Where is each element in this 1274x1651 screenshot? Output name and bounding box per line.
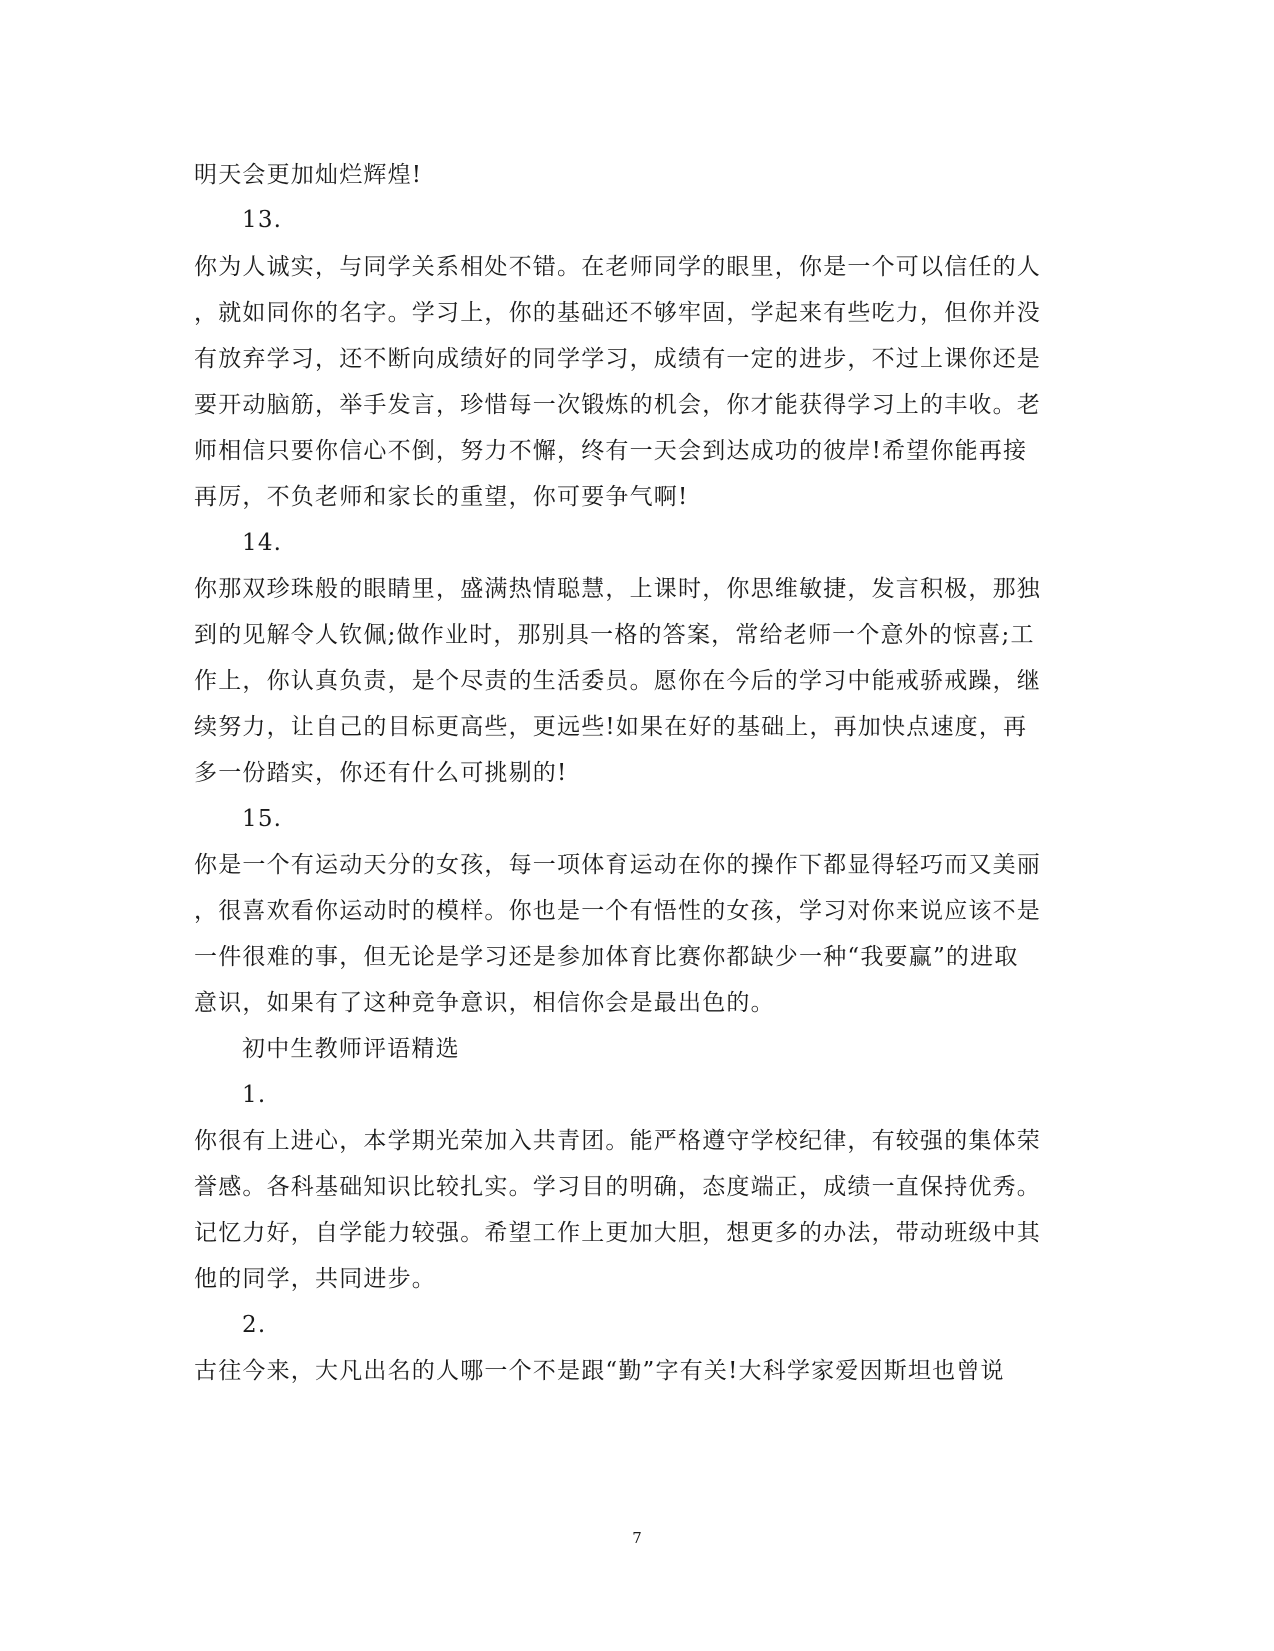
text-line: 记忆力好，自学能力较强。希望工作上更加大胆，想更多的办法，带动班级中其 <box>194 1220 1041 1246</box>
text-line: 意识，如果有了这种竞争意识，相信你会是最出色的。 <box>194 990 775 1016</box>
text-line: 再厉，不负老师和家长的重望，你可要争气啊! <box>194 484 689 510</box>
text-line: ，就如同你的名字。学习上，你的基础还不够牢固，学起来有些吃力，但你并没 <box>194 300 1041 326</box>
text-line: 他的同学，共同进步。 <box>194 1266 436 1292</box>
text-line: 有放弃学习，还不断向成绩好的同学学习，成绩有一定的进步，不过上课你还是 <box>194 346 1041 372</box>
section-heading: 初中生教师评语精选 <box>242 1036 460 1062</box>
text-line: 你很有上进心，本学期光荣加入共青团。能严格遵守学校纪律，有较强的集体荣 <box>194 1128 1041 1154</box>
text-line: 作上，你认真负责，是个尽责的生活委员。愿你在今后的学习中能戒骄戒躁，继 <box>194 668 1041 694</box>
text-line: 续努力，让自己的目标更高些，更远些!如果在好的基础上，再加快点速度，再 <box>194 714 1028 740</box>
item-number: 1. <box>242 1082 267 1108</box>
text-line: 多一份踏实，你还有什么可挑剔的! <box>194 760 568 786</box>
text-line: 明天会更加灿烂辉煌! <box>194 162 423 188</box>
text-line: 师相信只要你信心不倒，努力不懈，终有一天会到达成功的彼岸!希望你能再接 <box>194 438 1028 464</box>
text-line: 你是一个有运动天分的女孩，每一项体育运动在你的操作下都显得轻巧而又美丽 <box>194 852 1041 878</box>
text-line: 要开动脑筋，举手发言，珍惜每一次锻炼的机会，你才能获得学习上的丰收。老 <box>194 392 1041 418</box>
page-number: 7 <box>632 1529 642 1547</box>
item-number: 15. <box>242 806 283 832</box>
item-number: 14. <box>242 530 283 556</box>
text-line: ，很喜欢看你运动时的模样。你也是一个有悟性的女孩，学习对你来说应该不是 <box>194 898 1041 924</box>
text-line: 一件很难的事，但无论是学习还是参加体育比赛你都缺少一种“我要赢”的进取 <box>194 944 1019 970</box>
text-line: 到的见解令人钦佩;做作业时，那别具一格的答案，常给老师一个意外的惊喜;工 <box>194 622 1035 648</box>
item-number: 2. <box>242 1312 267 1338</box>
item-number: 13. <box>242 207 283 233</box>
text-line: 古往今来，大凡出名的人哪一个不是跟“勤”字有关!大科学家爱因斯坦也曾说 <box>194 1358 1005 1384</box>
text-line: 你那双珍珠般的眼睛里，盛满热情聪慧，上课时，你思维敏捷，发言积极，那独 <box>194 576 1041 602</box>
text-line: 你为人诚实，与同学关系相处不错。在老师同学的眼里，你是一个可以信任的人 <box>194 254 1041 280</box>
text-line: 誉感。各科基础知识比较扎实。学习目的明确，态度端正，成绩一直保持优秀。 <box>194 1174 1041 1200</box>
